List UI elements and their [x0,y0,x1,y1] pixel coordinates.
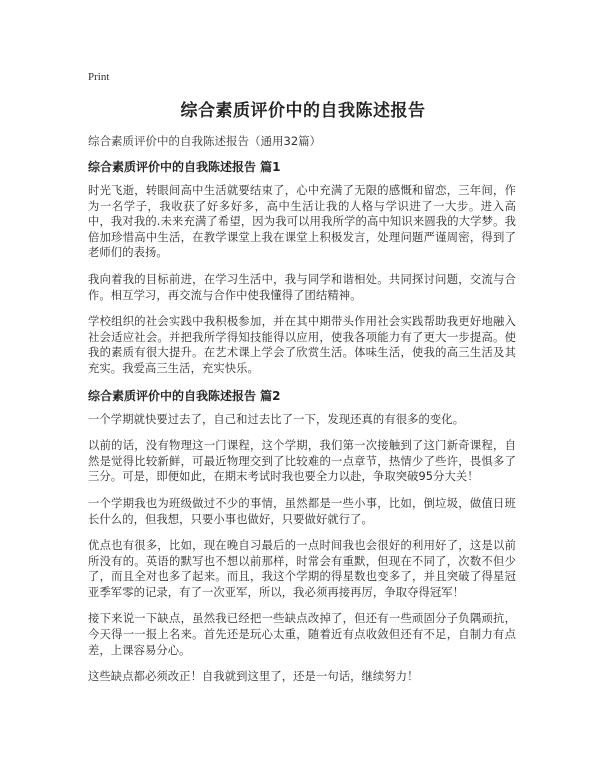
section-heading: 综合素质评价中的自我陈述报告 篇1 [88,160,281,174]
paragraph: 一个学期我也为班级做过不少的事情，虽然都是一些小事，比如，倒垃圾，做值日班长什么的，但我想，只要小事也做好，只要做好就行了。 [88,496,516,526]
paragraph: 学校组织的社会实践中我积极参加，并在其中期带头作用社会实践帮助我更好地融入社会适应社会。并把我所学得知技能得以应用，使我各项能力有了更大一步提高。使我的素质有很大提升。在艺术课上学会了欣赏生活。体味生活，使我的高三生活及其充实。我爱高三生活，充实快乐。 [88,315,516,375]
paragraph: 优点也有很多，比如，现在晚自习最后的一点时间我也会很好的利用好了，这是以前所没有的。英语的默写也不想以前那样，时常会有重默，但现在不同了，次数不但少了，而且全对也多了起来。而且，我这个学期的得星数也变多了，并且突破了得星冠亚季军零的记录，有了一次亚军，所以，我必须再接再厉，争取夺得冠军！ [88,539,516,599]
paragraph: 以前的话，没有物理这一门课程，这个学期，我们第一次接触到了这门新奇课程，自然是觉得比较新鲜，可最近物理交到了比较难的一点章节，热情少了些许，畏惧多了三分。可是，即便如此，在期末考试时我也要全力以赴，争取突破95分大关！ [88,439,516,484]
print-link[interactable]: Print [88,71,110,83]
page-title: 综合素质评价中的自我陈述报告 [180,101,426,121]
paragraph: 一个学期就快要过去了，自己和过去比了一下，发现还真的有很多的变化。 [88,412,465,426]
paragraph: 接下来说一下缺点，虽然我已经把一些缺点改掉了，但还有一些顽固分子负隅顽抗，今天得一一报上名来。首先还是玩心太重，随着近有点收敛但还有不足，自制力有点差，上课容易分心。 [88,612,516,657]
section-1 [88,159,516,377]
document-subtitle: 综合素质评价中的自我陈述报告（通用32篇） [88,134,322,148]
paragraph: 这些缺点都必须改正！自我就到这里了，还是一句话，继续努力！ [88,670,419,684]
document-body [88,133,516,696]
section-2 [88,388,516,685]
paragraph: 我向着我的目标前进，在学习生活中，我与同学和谐相处。共同探讨问题，交流与合作。相互学习，再交流与合作中使我懂得了团结精神。 [88,272,516,302]
paragraph: 时光飞逝，转眼间高中生活就要结束了，心中充满了无限的感慨和留恋，三年间，作为一名学子，我收获了好多好多，高中生活让我的人格与学识进了一大步。进入高中，我对我的.未来充满了希望，因为我可以用我所学的高中知识来圆我的大学梦。我倍加珍惜高中生活，在教学课堂上我在课堂上积极发言，处理问题严谨周密，得到了老师们的表扬。 [88,184,516,260]
section-heading: 综合素质评价中的自我陈述报告 篇2 [88,388,281,403]
